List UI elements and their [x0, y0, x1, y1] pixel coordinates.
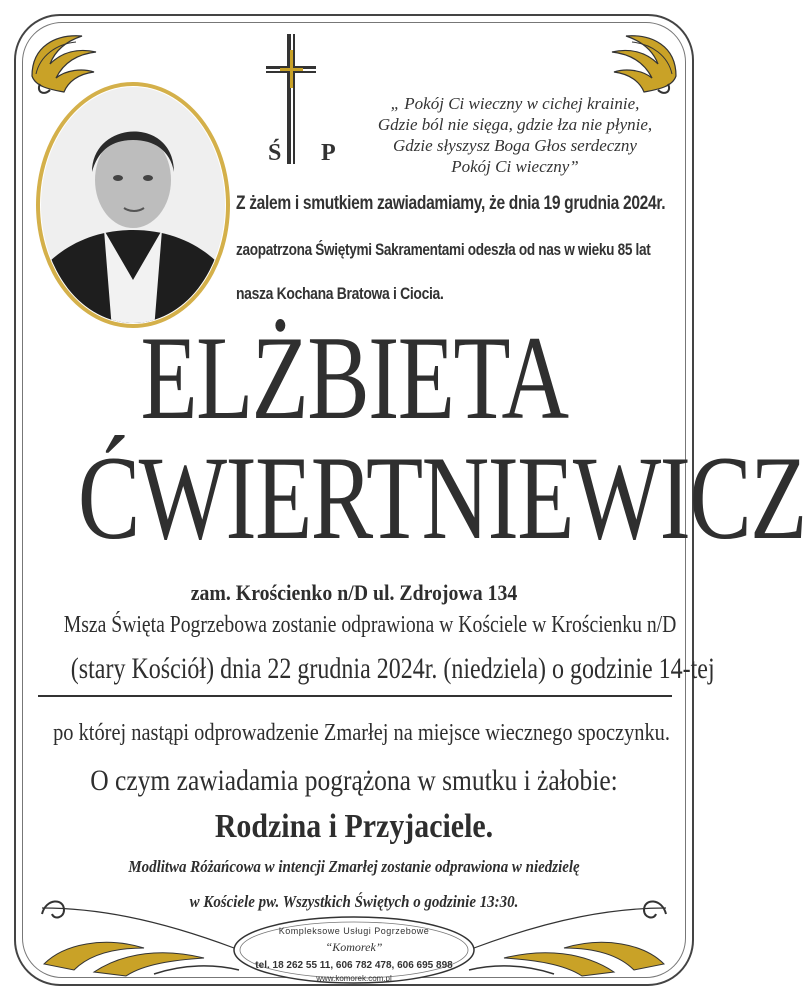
cross-letter-right: P — [321, 140, 336, 166]
ornament-top-right-icon — [602, 26, 682, 98]
intro-line: zaopatrzona Świętymi Sakramentami odeszła od nas w wieku 85 lat — [236, 240, 651, 259]
deceased-address: zam. Krościenko n/D ul. Zdrojowa 134 — [190, 580, 518, 605]
deceased-last-name: ĆWIERTNIEWICZ — [77, 431, 806, 564]
poem-line: Pokój Ci wieczny” — [451, 157, 579, 176]
ornament-bottom-right-icon — [464, 888, 674, 978]
mourners-family: Rodzina i Przyjaciele. — [214, 808, 494, 845]
company-name: “Komorek” — [325, 940, 383, 954]
poem — [330, 93, 700, 177]
mourners-notice: O czym zawiadamia pogrążona w smutku i żałobie: — [90, 764, 618, 797]
intro-line: Z żalem i smutkiem zawiadamiamy, że dnia 19 grudnia 2024r. — [236, 193, 666, 214]
ceremony-underline — [38, 695, 672, 697]
prayer-line: Modlitwa Różańcowa w intencji Zmarłej zostanie odprawiona w niedzielę — [128, 857, 580, 876]
deceased-first-name: ELŻBIETA — [140, 311, 568, 444]
deceased-portrait — [34, 80, 232, 330]
poem-line: „ Pokój Ci wieczny w cichej krainie, — [390, 94, 640, 113]
prayer-line: w Kościele pw. Wszystkich Świętych o godzinie 13:30. — [189, 892, 519, 911]
intro-line: nasza Kochana Bratowa i Ciocia. — [236, 284, 444, 303]
cross-letter-left: Ś — [268, 140, 282, 166]
company-phones: tel. 18 262 55 11, 606 782 478, 606 695 898 — [255, 960, 453, 971]
ceremony-date-line: (stary Kościół) dnia 22 grudnia 2024r. (niedziela) o godzinie 14-tej — [70, 652, 715, 685]
company-tagline: Kompleksowe Usługi Pogrzebowe — [278, 926, 430, 936]
company-website: www.komorek.com.pl — [316, 974, 392, 983]
poem-line: Gdzie słyszysz Boga Głos serdeczny — [393, 136, 637, 155]
ceremony-line: Msza Święta Pogrzebowa zostanie odprawiona w Kościele w Krościenku n/D — [63, 612, 677, 638]
ornament-bottom-left-icon — [34, 888, 244, 978]
poem-line: Gdzie ból nie sięga, gdzie łza nie płynie, — [377, 115, 653, 134]
ceremony-line: po której nastąpi odprowadzenie Zmarłej na miejsce wiecznego spoczynku. — [53, 720, 670, 746]
